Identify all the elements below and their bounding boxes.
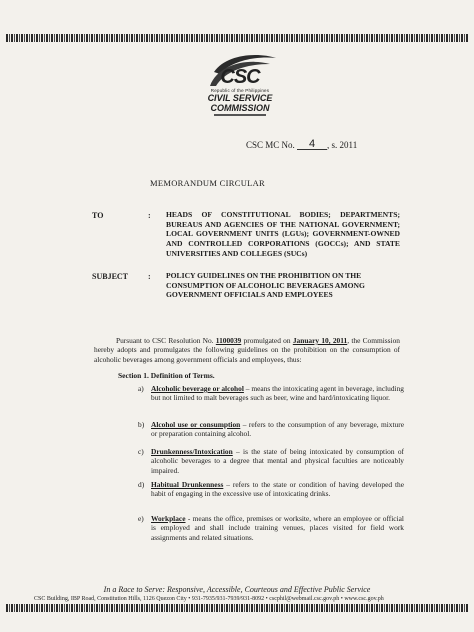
definition-text: - means the office, premises or worksite, where an employee or official is employed and shall include training venues, places visited for field work assignments and related situations.	[151, 514, 404, 542]
logo-civil-service: CIVIL SERVICE	[207, 93, 273, 103]
memo-number-prefix: CSC MC No.	[246, 140, 295, 150]
definition-term: Workplace	[151, 514, 186, 523]
memo-number	[246, 140, 357, 150]
to-recipients: HEADS OF CONSTITUTIONAL BODIES; DEPARTMENTS; BUREAUS AND AGENCIES OF THE NATIONAL GOVERNMENT; LOCAL GOVERNMENT UNITS (LGUs); GOVERNMENT-OWNED AND CONTROLLED CORPORATIONS (GOCCs); AND STATE UNIVERSITIES AND COLLEGES (SUCs)	[166, 210, 400, 258]
logo-commission: COMMISSION	[210, 103, 270, 113]
subject-colon: :	[148, 272, 151, 281]
definition-term: Habitual Drunkenness	[151, 480, 224, 489]
csc-logo	[196, 52, 284, 126]
definition-item	[138, 480, 404, 499]
resolution-date: January 10, 2011	[292, 336, 348, 345]
subject-text: POLICY GUIDELINES ON THE PROHIBITION ON THE CONSUMPTION OF ALCOHOLIC BEVERAGES AMONG GOVERNMENT OFFICIALS AND EMPLOYEES	[166, 271, 365, 300]
logo-csc-letters: CSC	[220, 66, 260, 88]
logo-republic: Republic of the Philippines	[210, 88, 270, 93]
definition-term: Alcohol use or consumption	[151, 420, 241, 429]
intro-text-c: , the Commission hereby adopts and promulgates the following guidelines on the prohibition on the consumption of alcoholic beverages among government officials and employees, thus:	[94, 336, 400, 364]
to-label: TO	[92, 211, 104, 220]
definition-item	[138, 420, 404, 439]
memo-number-value: 4	[297, 140, 327, 150]
definition-marker: c)	[138, 447, 144, 456]
definition-item	[138, 447, 404, 475]
resolution-number: 1100039	[215, 336, 242, 345]
definition-marker: b)	[138, 420, 145, 429]
intro-text-a: Pursuant to CSC Resolution No.	[116, 336, 214, 345]
scan-border-bottom	[6, 604, 468, 612]
intro-paragraph	[94, 336, 400, 364]
definition-text: – refers to the state or condition of having developed the habit of engaging in the excessive use of intoxicating drinks.	[151, 480, 404, 499]
definition-marker: a)	[138, 384, 144, 393]
motto: In a Race to Serve: Responsive, Accessible, Courteous and Effective Public Service	[103, 585, 371, 594]
subject-label: SUBJECT	[92, 272, 129, 281]
to-colon: :	[148, 211, 151, 220]
memo-number-suffix: , s. 2011	[327, 140, 358, 150]
intro-text-b: promulgated on	[243, 336, 291, 345]
definition-term: Alcoholic beverage or alcohol	[151, 384, 244, 393]
scan-border-top	[6, 34, 468, 42]
section-1-heading: Section 1. Definition of Terms.	[118, 371, 215, 380]
footer-address: CSC Building, IBP Road, Constitution Hills, 1126 Quezon City • 931-7935/931-7939/931-8092 • cscphil@webmail.csc.gov.ph • www.csc.gov.ph	[34, 596, 384, 602]
document-title: MEMORANDUM CIRCULAR	[150, 178, 266, 188]
definition-text: – is the state of being intoxicated by consumption of alcoholic beverages to a degree that mental and physical faculties are noticeably impaired.	[151, 447, 404, 475]
definition-marker: d)	[138, 480, 145, 489]
definition-item	[138, 384, 404, 403]
definition-item	[138, 514, 404, 542]
definition-marker: e)	[138, 514, 144, 523]
definition-term: Drunkenness/Intoxication	[151, 447, 233, 456]
definition-text: – means the intoxicating agent in beverage, including but not limited to malt beverages such as beer, wine and hard/intoxicating liquor.	[151, 384, 404, 403]
definition-text: – refers to the consumption of any beverage, mixture or preparation containing alcohol.	[151, 420, 404, 439]
